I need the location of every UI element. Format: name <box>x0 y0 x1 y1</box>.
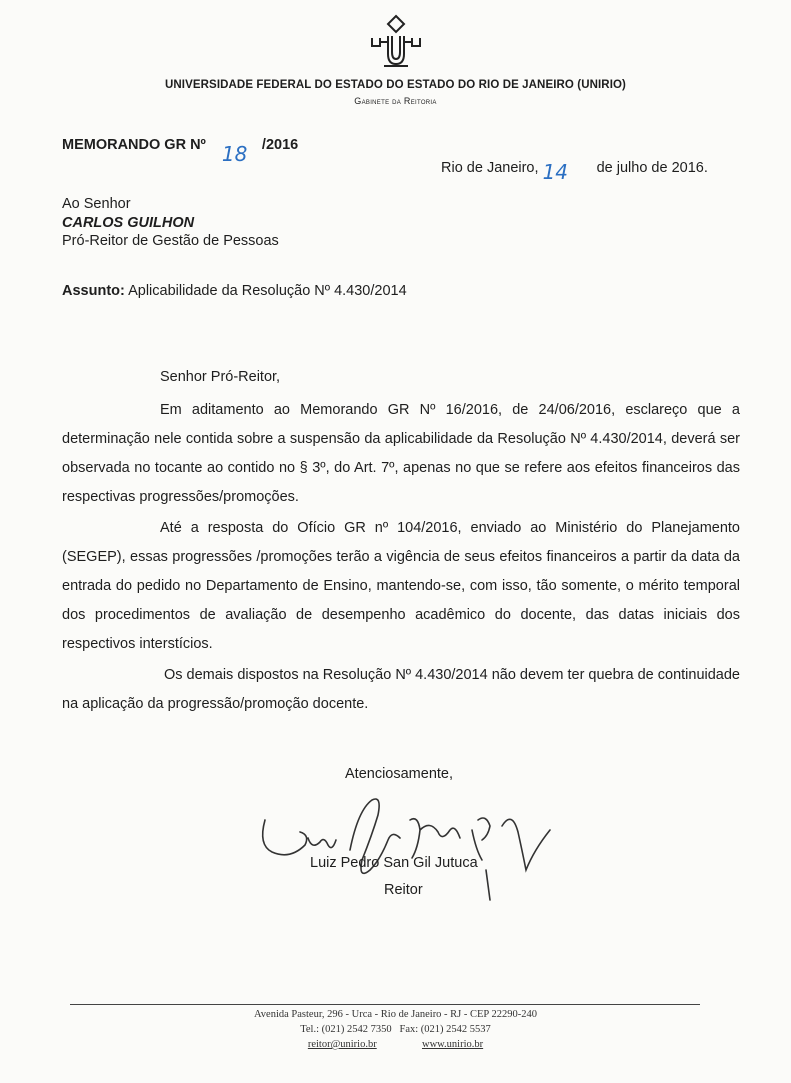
unirio-logo <box>366 14 426 72</box>
recipient-salutation: Ao Senhor <box>62 196 131 212</box>
memo-year: /2016 <box>261 137 299 153</box>
memo-prefix: MEMORANDO GR Nº <box>62 137 206 153</box>
office-name: Gabinete da Reitoria <box>354 96 437 106</box>
date-day-handwritten: 14 <box>542 160 569 184</box>
footer-contacts <box>0 1039 791 1050</box>
subject-label: Assunto: <box>62 283 125 299</box>
date-rest: de julho de 2016. <box>596 160 708 176</box>
paragraph-2: Até a resposta do Ofício GR nº 104/2016, enviado ao Ministério do Planejamento (SEGEP), essas progressões /promoções terão a vigência de seus efeitos financeiros a partir da data da entrada do pedido no Departamento de Ensino, mantendo-se, com isso, tão somente, o mérito temporal dos procedimentos de avaliação de desempenho acadêmico do docente, das datas iniciais dos respectivos interstícios. <box>62 520 740 652</box>
recipient-title: Pró-Reitor de Gestão de Pessoas <box>62 233 279 249</box>
recipient-name: CARLOS GUILHON <box>62 215 195 231</box>
greeting: Senhor Pró-Reitor, <box>160 369 281 385</box>
paragraph-3: Os demais dispostos na Resolução Nº 4.430/2014 não devem ter quebra de continuidade na aplicação da progressão/promoção docente. <box>62 667 740 712</box>
date-city: Rio de Janeiro, <box>441 160 539 176</box>
footer-email-link[interactable]: reitor@unirio.br <box>307 1039 377 1050</box>
footer-phones: Tel.: (021) 2542 7350 Fax: (021) 2542 5537 <box>300 1024 491 1035</box>
signer-role: Reitor <box>384 882 423 898</box>
institution-name: UNIVERSIDADE FEDERAL DO ESTADO DO ESTADO DO RIO DE JANEIRO (UNIRIO) <box>165 79 626 91</box>
paragraph-1: Em aditamento ao Memorando GR Nº 16/2016, de 24/06/2016, esclareço que a determinação nele contida sobre a suspensão da aplicabilidade da Resolução Nº 4.430/2014, deverá ser observada no tocante ao contido no § 3º, do Art. 7º, apenas no que se refere aos efeitos financeiros das respectivas progressões/promoções. <box>62 402 740 505</box>
subject-text: Aplicabilidade da Resolução Nº 4.430/2014 <box>128 283 407 299</box>
signer-name: Luiz Pedro San Gil Jutuca <box>310 855 478 871</box>
closing-text: Atenciosamente, <box>345 766 454 782</box>
memo-number-handwritten: 18 <box>221 142 248 166</box>
footer-address: Avenida Pasteur, 296 - Urca - Rio de Janeiro - RJ - CEP 22290-240 <box>253 1009 538 1020</box>
subject-line <box>62 283 407 299</box>
footer-website-link[interactable]: www.unirio.br <box>421 1039 484 1050</box>
footer-divider <box>70 1004 700 1005</box>
date-line <box>441 160 708 184</box>
memo-number-line <box>62 137 299 166</box>
